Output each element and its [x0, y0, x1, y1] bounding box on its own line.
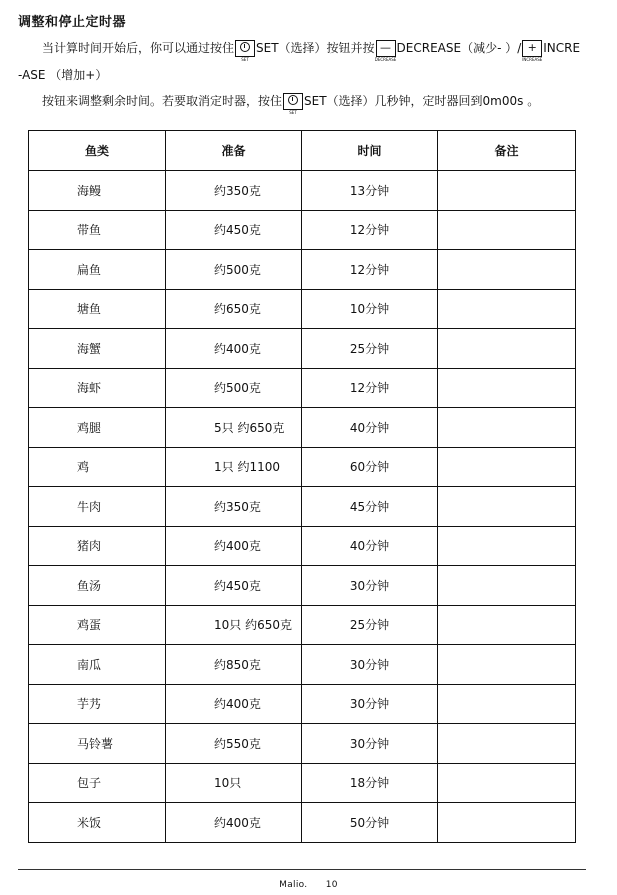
- fish-type-cell: 猪肉: [29, 526, 166, 566]
- preparation-cell: 约850克: [166, 645, 302, 685]
- time-cell: 30分钟: [302, 645, 438, 685]
- table-row: [29, 684, 576, 724]
- remarks-cell: [438, 566, 576, 606]
- table-row: [29, 526, 576, 566]
- column-header: 备注: [438, 131, 576, 171]
- remarks-cell: [438, 803, 576, 843]
- remarks-cell: [438, 171, 576, 211]
- fish-type-cell: 海鳗: [29, 171, 166, 211]
- preparation-cell: 约400克: [166, 684, 302, 724]
- preparation-cell: 约400克: [166, 329, 302, 369]
- remarks-cell: [438, 724, 576, 764]
- time-cell: 40分钟: [302, 408, 438, 448]
- remarks-cell: [438, 210, 576, 250]
- table-row: [29, 250, 576, 290]
- column-header: 准备: [166, 131, 302, 171]
- plus-icon: +: [527, 41, 537, 54]
- cooking-time-table: [28, 130, 576, 843]
- preparation-cell: 约450克: [166, 566, 302, 606]
- preparation-cell: 约550克: [166, 724, 302, 764]
- preparation-cell: 5只 约650克: [166, 408, 302, 448]
- time-cell: 45分钟: [302, 487, 438, 527]
- remarks-cell: [438, 289, 576, 329]
- time-cell: 30分钟: [302, 684, 438, 724]
- table-row: [29, 803, 576, 843]
- table-row: [29, 289, 576, 329]
- time-cell: 13分钟: [302, 171, 438, 211]
- table-header-row: [29, 131, 576, 171]
- instruction-text: -ASE （增加+）: [18, 68, 108, 82]
- fish-type-cell: 塘鱼: [29, 289, 166, 329]
- key-caption: SET: [289, 110, 297, 115]
- fish-type-cell: 米饭: [29, 803, 166, 843]
- time-cell: 50分钟: [302, 803, 438, 843]
- remarks-cell: [438, 408, 576, 448]
- page-footer: [0, 880, 617, 890]
- table-row: [29, 368, 576, 408]
- key-caption: SET: [241, 57, 249, 62]
- instruction-text: 当计算时间开始后，你可以通过按住: [42, 41, 235, 55]
- fish-type-cell: 鸡: [29, 447, 166, 487]
- remarks-cell: [438, 329, 576, 369]
- preparation-cell: 约350克: [166, 487, 302, 527]
- fish-type-cell: 包子: [29, 763, 166, 803]
- clock-icon: [288, 95, 298, 105]
- time-cell: 12分钟: [302, 210, 438, 250]
- fish-type-cell: 牛肉: [29, 487, 166, 527]
- set-key-icon: [283, 93, 303, 117]
- preparation-cell: 约500克: [166, 250, 302, 290]
- fish-type-cell: 带鱼: [29, 210, 166, 250]
- fish-type-cell: 鸡腿: [29, 408, 166, 448]
- preparation-cell: 约500克: [166, 368, 302, 408]
- key-caption: INCREASE: [522, 57, 543, 62]
- fish-type-cell: 南瓜: [29, 645, 166, 685]
- remarks-cell: [438, 368, 576, 408]
- preparation-cell: 约650克: [166, 289, 302, 329]
- minus-icon: —: [380, 41, 392, 54]
- increase-key-icon: [522, 40, 542, 64]
- table-row: [29, 724, 576, 764]
- remarks-cell: [438, 487, 576, 527]
- fish-type-cell: 扁鱼: [29, 250, 166, 290]
- time-cell: 12分钟: [302, 368, 438, 408]
- time-cell: 60分钟: [302, 447, 438, 487]
- clock-hand: [292, 97, 293, 101]
- preparation-cell: 10只 约650克: [166, 605, 302, 645]
- time-cell: 40分钟: [302, 526, 438, 566]
- preparation-cell: 约400克: [166, 526, 302, 566]
- fish-type-cell: 马铃薯: [29, 724, 166, 764]
- table-row: [29, 645, 576, 685]
- column-header: 鱼类: [29, 131, 166, 171]
- footer-divider: [18, 869, 586, 870]
- remarks-cell: [438, 645, 576, 685]
- set-key-icon: [235, 40, 255, 64]
- instruction-text: DECREASE（减少- ）/: [396, 41, 522, 55]
- instruction-line-3: [42, 93, 539, 117]
- clock-icon: [240, 42, 250, 52]
- time-cell: 12分钟: [302, 250, 438, 290]
- table-row: [29, 763, 576, 803]
- preparation-cell: 约450克: [166, 210, 302, 250]
- fish-type-cell: 海蟹: [29, 329, 166, 369]
- instruction-text: SET（选择）几秒钟，定时器回到0m00s 。: [304, 94, 540, 108]
- preparation-cell: 1只 约1100: [166, 447, 302, 487]
- decrease-key-icon: [376, 40, 396, 64]
- preparation-cell: 约400克: [166, 803, 302, 843]
- preparation-cell: 10只: [166, 763, 302, 803]
- time-cell: 25分钟: [302, 605, 438, 645]
- time-cell: 18分钟: [302, 763, 438, 803]
- remarks-cell: [438, 763, 576, 803]
- table-row: [29, 408, 576, 448]
- key-caption: DECREASE: [374, 57, 397, 62]
- section-title: 调整和停止定时器: [18, 15, 127, 30]
- fish-type-cell: 鸡蛋: [29, 605, 166, 645]
- time-cell: 25分钟: [302, 329, 438, 369]
- fish-type-cell: 鱼汤: [29, 566, 166, 606]
- instruction-line-1: [42, 40, 580, 64]
- instruction-text: INCRE: [543, 41, 581, 55]
- table-row: [29, 605, 576, 645]
- clock-hand: [244, 44, 245, 48]
- page-number: 10: [325, 880, 338, 890]
- instruction-text: SET（选择）按钮并按: [256, 41, 375, 55]
- instruction-text: 按钮来调整剩余时间。若要取消定时器，按住: [42, 94, 283, 108]
- remarks-cell: [438, 250, 576, 290]
- table-row: [29, 566, 576, 606]
- table-row: [29, 329, 576, 369]
- remarks-cell: [438, 526, 576, 566]
- table-row: [29, 171, 576, 211]
- remarks-cell: [438, 605, 576, 645]
- remarks-cell: [438, 447, 576, 487]
- column-header: 时间: [302, 131, 438, 171]
- table-row: [29, 487, 576, 527]
- fish-type-cell: 芋艿: [29, 684, 166, 724]
- table-row: [29, 447, 576, 487]
- preparation-cell: 约350克: [166, 171, 302, 211]
- time-cell: 10分钟: [302, 289, 438, 329]
- instruction-line-2: [18, 67, 107, 83]
- time-cell: 30分钟: [302, 566, 438, 606]
- footer-brand: Malio.: [279, 880, 308, 890]
- time-cell: 30分钟: [302, 724, 438, 764]
- remarks-cell: [438, 684, 576, 724]
- table-row: [29, 210, 576, 250]
- fish-type-cell: 海虾: [29, 368, 166, 408]
